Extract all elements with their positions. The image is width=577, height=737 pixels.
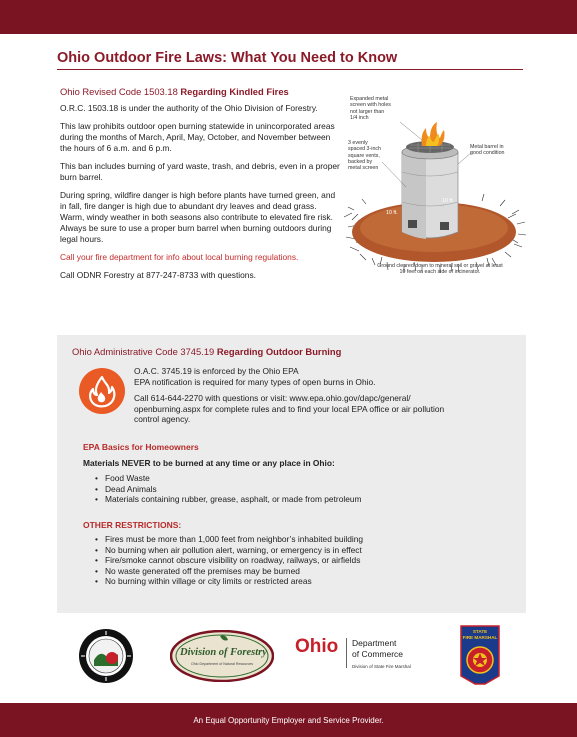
section-heading xyxy=(60,86,340,97)
list-item: • Materials containing rubber, grease, asphalt, or made from petroleum xyxy=(95,494,515,505)
footer-text: An Equal Opportunity Employer and Service Provider. xyxy=(193,715,384,725)
never-burn-list xyxy=(95,473,515,505)
ohio-commerce-logo xyxy=(295,634,435,678)
list-item: • No burning within village or city limits or restricted areas xyxy=(95,576,515,587)
other-restrictions-list xyxy=(95,534,515,587)
commerce-line1: Department xyxy=(352,638,397,648)
fire-danger-text: During spring, wildfire danger is high before plants have turned green, and in fall, fire danger is high due to abundant dry leaves and dead grass. Warm, windy weather in both seasons also contribute to elevated fire risk. Always be sure to use a proper burn barrel when burning outdoors during legal hours. xyxy=(60,190,336,244)
odnr-contact: Call ODNR Forestry at 877-247-8733 with questions. xyxy=(60,270,256,280)
ohio-state-marshal-badge xyxy=(455,624,505,686)
list-item: • Dead Animals xyxy=(95,484,515,495)
oac-enforcement: O.A.C. 3745.19 is enforced by the Ohio EPA EPA notification is required for many types of open burns in Ohio. xyxy=(134,366,376,387)
header-band xyxy=(0,0,577,34)
burn-ban-text: This law prohibits outdoor open burning statewide in unincorporated areas during the months of March, April, May, October, and November between the hours of 6 a.m. and 6 p.m. xyxy=(60,121,335,153)
forestry-wordmark: Division of Forestry xyxy=(180,647,267,658)
ohio-wordmark: Ohio xyxy=(295,636,339,657)
fire-icon xyxy=(79,368,125,414)
label-metal-barrel: Metal barrel in good condition xyxy=(470,144,505,157)
epa-contact-text: Call 614-644-2270 with questions or visit: www.epa.ohio.gov/dapc/general/ openburning.aspx for complete rules and to find your local EPA office or air pollution control agency. xyxy=(134,393,445,424)
other-restrictions-heading: OTHER RESTRICTIONS: xyxy=(83,520,182,530)
heading-subject: Regarding Outdoor Burning xyxy=(216,346,342,357)
section-kindled-fires xyxy=(60,86,340,288)
marshal-title-text: FIRE MARSHAL xyxy=(462,635,498,640)
list-item: • No waste generated off the premises may be burned xyxy=(95,566,515,577)
label-metal-screen: Expanded metal screen with holes not larger than 1/4 inch xyxy=(350,96,391,121)
list-item: • No burning when air pollution alert, warning, or emergency is in effect xyxy=(95,545,515,556)
fire-department-note: Call your fire department for info about local burning regulations. xyxy=(60,252,299,262)
forestry-subtitle: Ohio Department of Natural Resources xyxy=(190,662,254,666)
label-ground-cleared: Ground cleared down to mineral soil or gravel at least 10 feet on each side of incinerator. xyxy=(377,263,503,276)
list-item: • Food Waste xyxy=(95,473,515,484)
flame-icon xyxy=(79,368,125,414)
orc-authority-text: O.R.C. 1503.18 is under the authority of the Ohio Division of Forestry. xyxy=(60,103,318,113)
epa-info xyxy=(134,366,464,431)
commerce-subtitle: Division of State Fire Marshal xyxy=(352,664,411,669)
label-vents: 3 evenly spaced 3-inch square vents, backed by metal screen xyxy=(348,140,381,172)
page-title: Ohio Outdoor Fire Laws: What You Need to Know xyxy=(57,50,398,66)
odnr-seal-logo xyxy=(78,628,134,684)
burn-barrel-illustration xyxy=(342,92,527,287)
footer-band xyxy=(0,703,577,737)
division-of-forestry-logo xyxy=(170,630,274,682)
heading-code: Ohio Administrative Code 3745.19 xyxy=(72,346,215,357)
ban-scope-text: This ban includes burning of yard waste, trash, and debris, even in a proper burn barrel. xyxy=(60,161,340,182)
title-divider xyxy=(57,69,523,70)
heading-code: Ohio Revised Code 1503.18 xyxy=(60,86,178,97)
section-heading xyxy=(72,346,341,357)
label-10ft-right: 10 ft. xyxy=(442,198,454,204)
never-burn-heading: Materials NEVER to be burned at any time or any place in Ohio: xyxy=(83,458,335,468)
label-10ft-left: 10 ft. xyxy=(386,210,398,216)
logo-divider xyxy=(346,638,347,668)
list-item: • Fires must be more than 1,000 feet from neighbor’s inhabited building xyxy=(95,534,515,545)
commerce-line2: of Commerce xyxy=(352,649,404,659)
partner-logos xyxy=(0,620,577,692)
epa-basics-heading: EPA Basics for Homeowners xyxy=(83,442,199,452)
heading-subject: Regarding Kindled Fires xyxy=(180,86,289,97)
burn-barrel-graphic xyxy=(342,92,527,287)
marshal-state-text: STATE xyxy=(472,629,488,634)
list-item: • Fire/smoke cannot obscure visibility on roadway, railways, or airfields xyxy=(95,555,515,566)
